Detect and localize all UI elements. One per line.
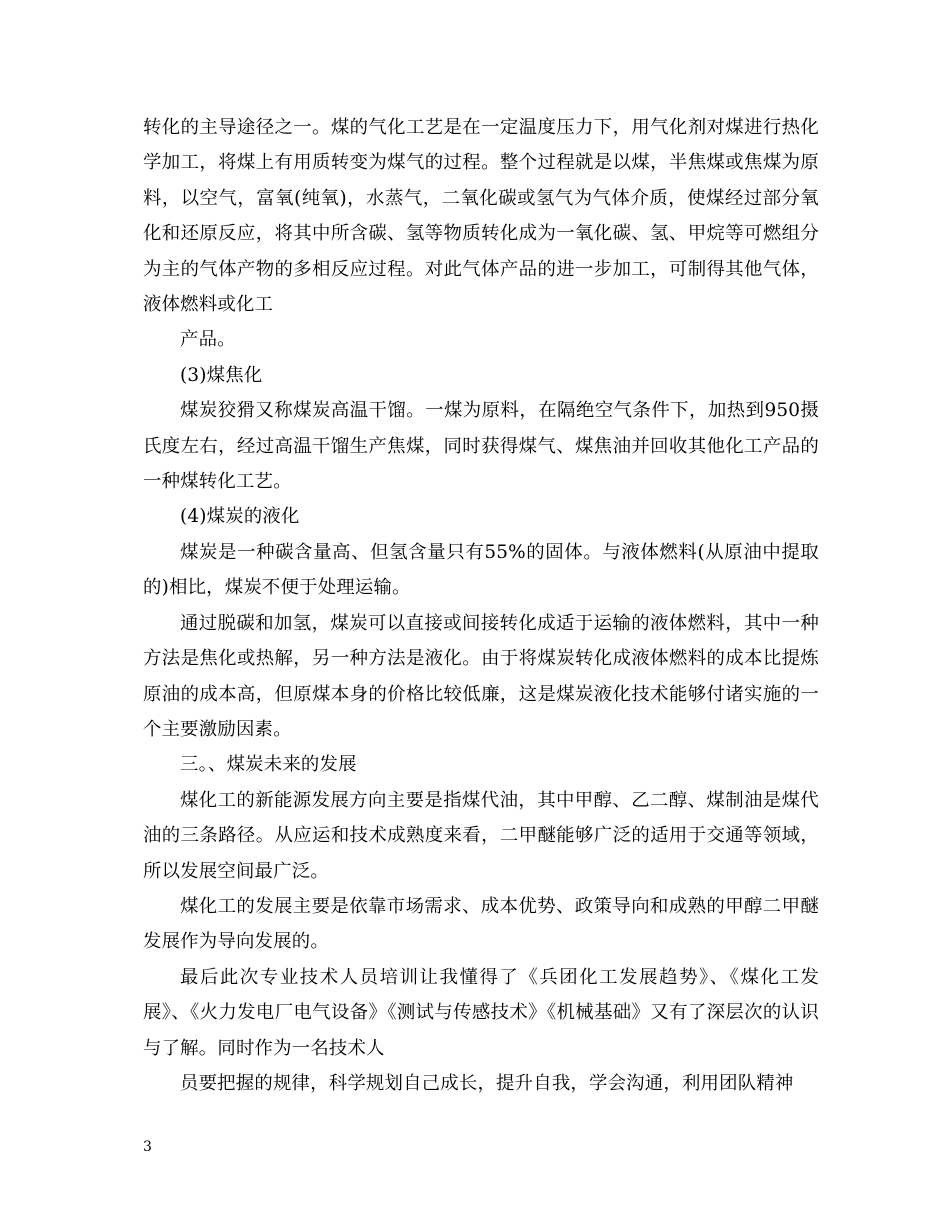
section-heading: (4)煤炭的液化 [180, 506, 300, 528]
paragraph: 通过脱碳和加氢，煤炭可以直接或间接转化成适于运输的液体燃料，其中一种方法是焦化或热解，另一种方法是液化。由于将煤炭转化成液体燃料的成本比提炼原油的成本高，但原煤本身的价格比较低廉，这是煤炭液化技术能够付诸实施的一个主要激励因素。 [143, 612, 819, 740]
document-body [143, 110, 819, 1101]
paragraph: 员要把握的规律，科学规划自己成长，提升自我，学会沟通，利用团队精神 [180, 1072, 794, 1094]
paragraph: 煤化工的新能源发展方向主要是指煤代油，其中甲醇、乙二醇、煤制油是煤代油的三条路径。从应运和技术成熟度来看，二甲醚能够广泛的适用于交通等领域，所以发展空间最广泛。 [143, 789, 819, 882]
paragraph: 最后此次专业技术人员培训让我懂得了《兵团化工发展趋势》、《煤化工发展》、《火力发电厂电气设备》《测试与传感技术》《机械基础》又有了深层次的认识与了解。同时作为一名技术人 [143, 966, 819, 1059]
section-heading: 三。、煤炭未来的发展 [180, 754, 357, 776]
section-heading: (3)煤焦化 [180, 364, 263, 386]
paragraph: 煤化工的发展主要是依靠市场需求、成本优势、政策导向和成熟的甲醇二甲醚发展作为导向发展的。 [143, 895, 819, 953]
paragraph: 转化的主导途径之一。煤的气化工艺是在一定温度压力下，用气化剂对煤进行热化学加工，将煤上有用质转变为煤气的过程。整个过程就是以煤，半焦煤或焦煤为原料，以空气，富氧(纯氧)，水蒸气，二氧化碳或氢气为气体介质，使煤经过部分氧化和还原反应，将其中所含碳、氢等物质转化成为一氧化碳、氢、甲烷等可燃组分为主的气体产物的多相反应过程。对此气体产品的进一步加工，可制得其他气体，液体燃料或化工 [143, 117, 819, 316]
paragraph: 产品。 [180, 329, 236, 351]
page-number: 3 [143, 1139, 152, 1155]
paragraph: 煤炭狡猾又称煤炭高温干馏。一煤为原料，在隔绝空气条件下，加热到950摄氏度左右，经过高温干馏生产焦煤，同时获得煤气、煤焦油并回收其他化工产品的一种煤转化工艺。 [143, 400, 819, 493]
paragraph: 煤炭是一种碳含量高、但氢含量只有55%的固体。与液体燃料(从原油中提取的)相比，煤炭不便于处理运输。 [143, 541, 819, 599]
